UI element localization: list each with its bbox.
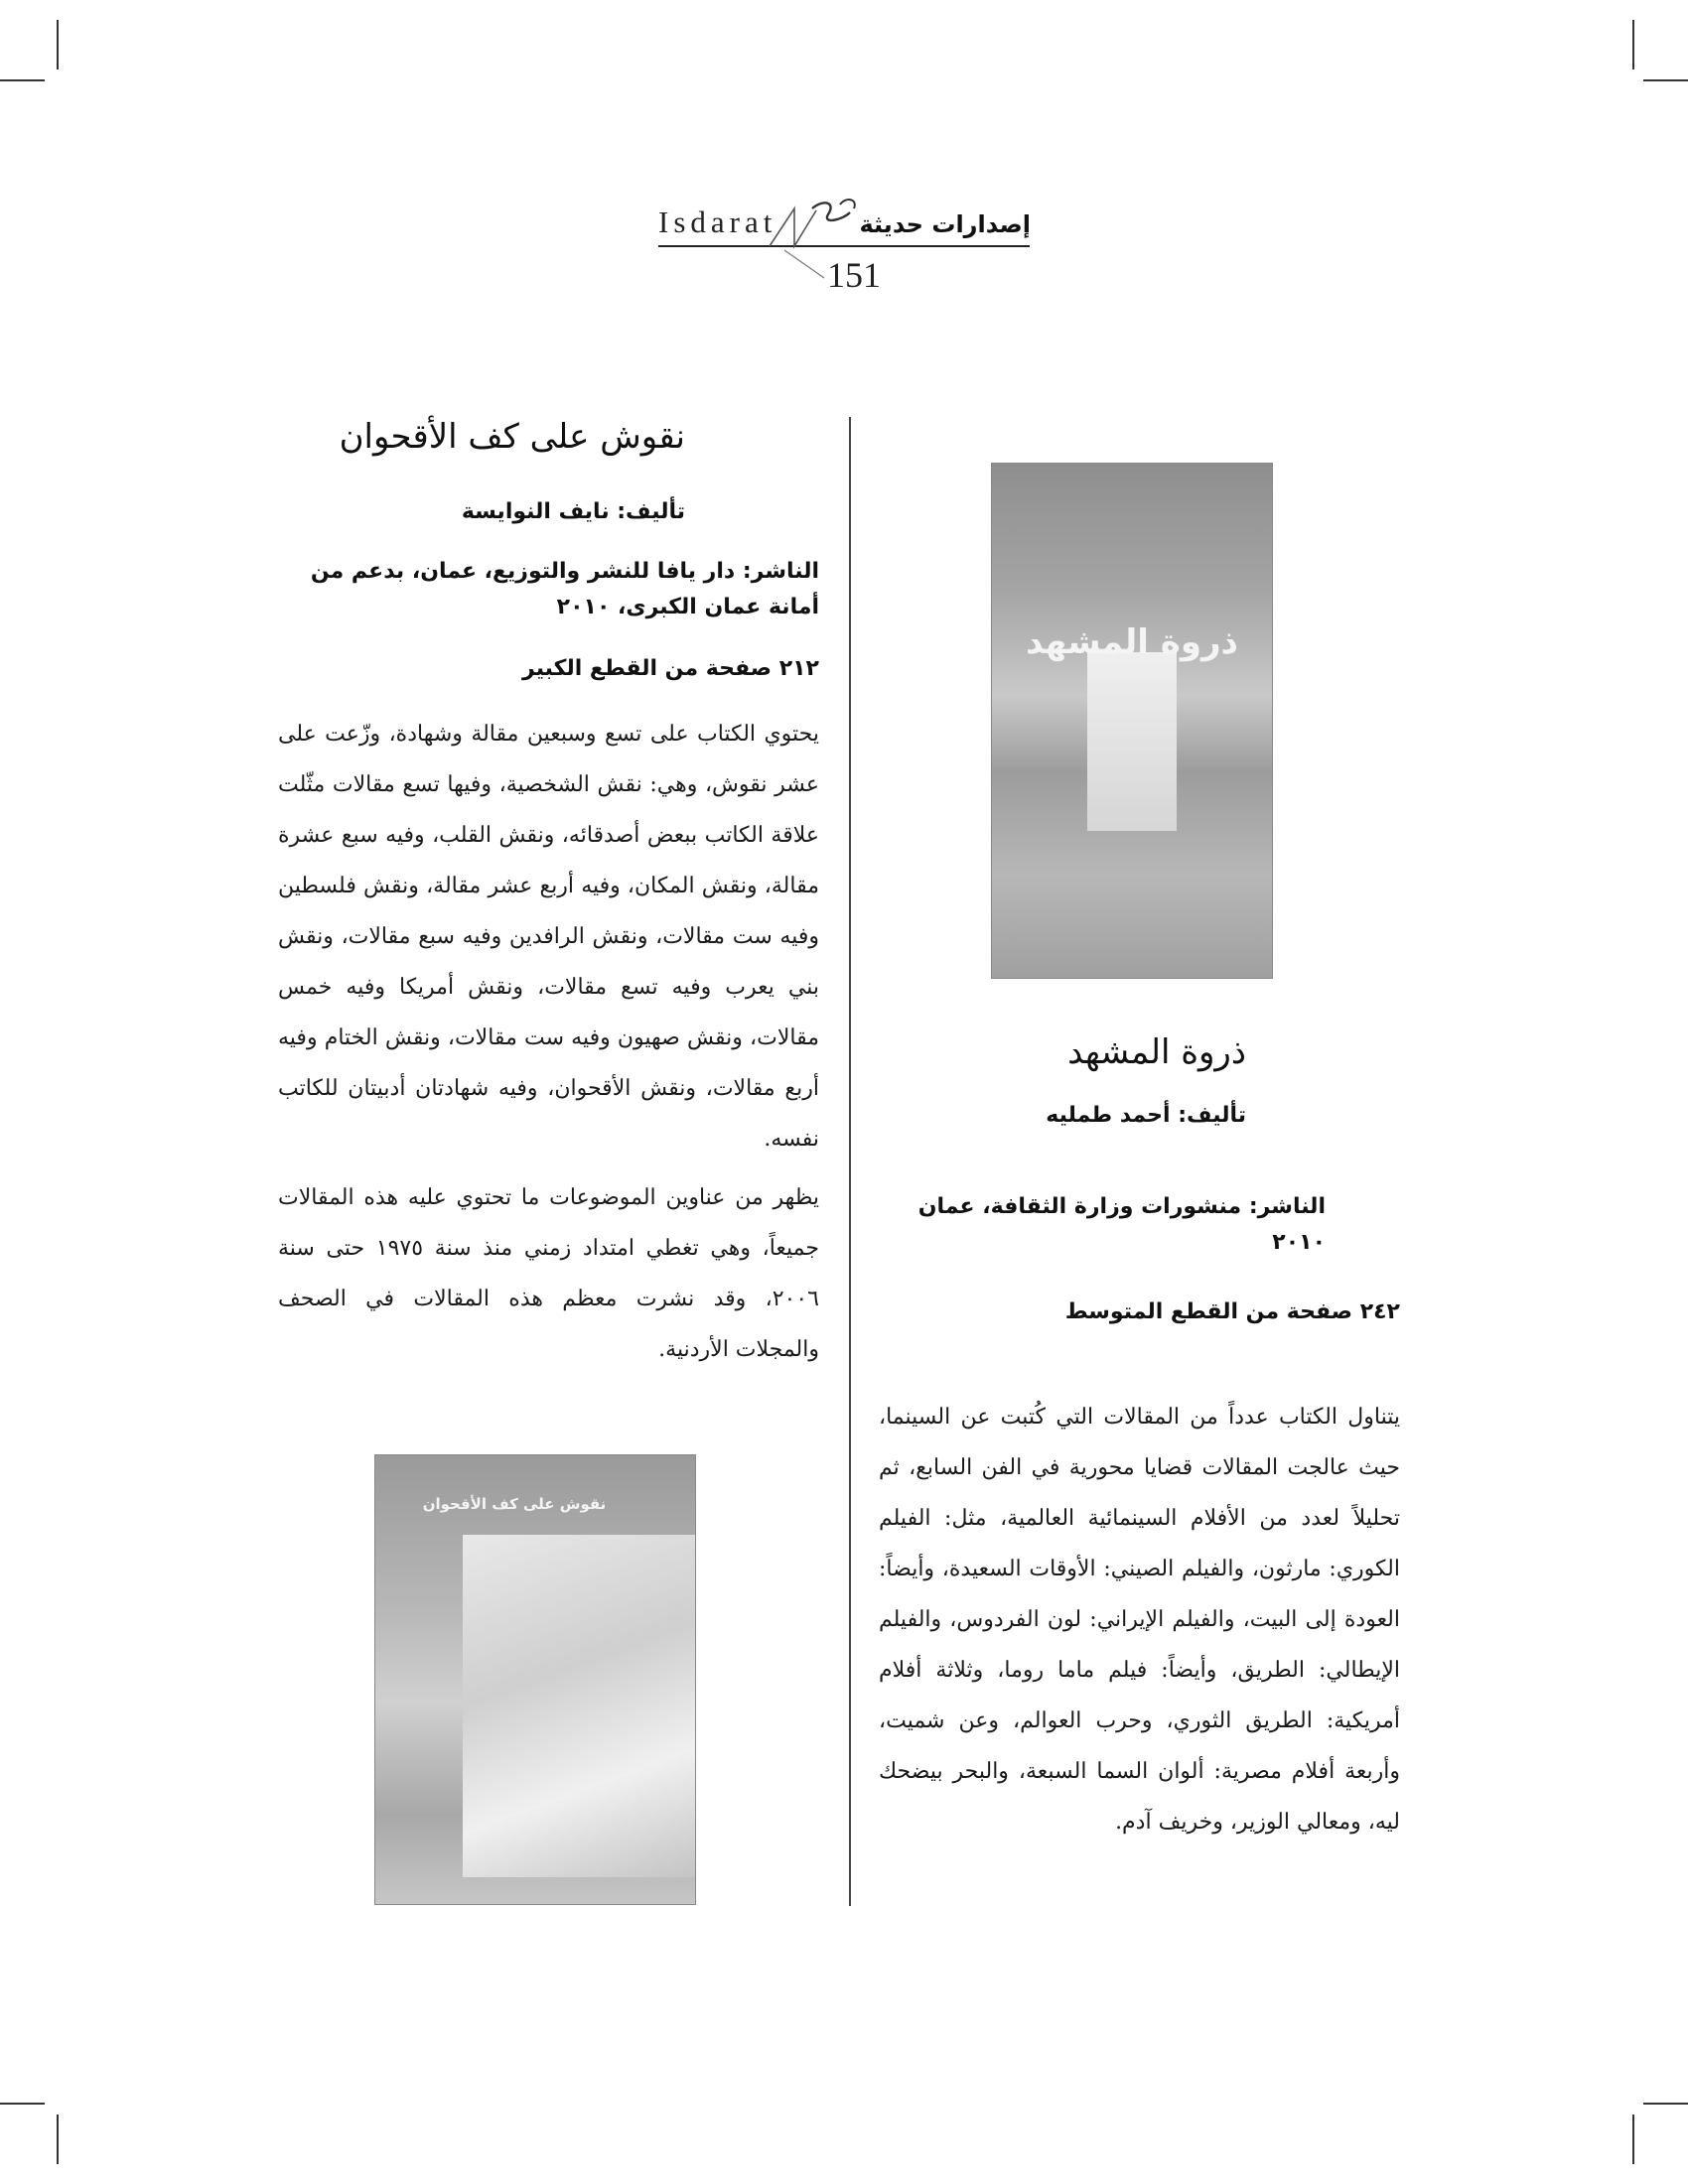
book-paragraph: يظهر من عناوين الموضوعات ما تحتوي عليه هذه المقالات جميعاً، وهي تغطي امتداد زمني منذ سنة ١٩٧٥ حتى سنة ٢٠٠٦، وقد نشرت معظم هذه المقالات في الصحف والمجلات الأردنية. [278, 1185, 819, 1362]
book-paragraph: يحتوي الكتاب على تسع وسبعين مقالة وشهادة، وزّعت على عشر نقوش، وهي: نقش الشخصية، وفيها تسع مقالات مثّلت علاقة الكاتب ببعض أصدقائه، ونقش القلب، وفيه سبع عشرة مقالة، ونقش المكان، وفيه أربع عشر مقالة، ونقش فلسطين وفيه ست مقالات، ونقش الرافدين وفيه سبع مقالات، ونقش بني يعرب وفيه تسع مقالات، ونقش أمريكا وفيه خمس مقالات، ونقش صهيون وفيه ست مقالات، ونقش الختام وفيه أربع مقالات، ونقش الأقحوان، وفيه شهادتان أدبيتان للكاتب نفسه. [278, 722, 819, 1152]
book-publisher: الناشر: منشورات وزارة الثقافة، عمان ٢٠١٠ [917, 1194, 1326, 1255]
book-review-left [278, 417, 819, 1375]
cover-inner-panel [463, 1535, 695, 1877]
book-author: تأليف: نايف النوايسة [461, 499, 685, 524]
column-divider [849, 417, 851, 1906]
book-paragraph: يتناول الكتاب عدداً من المقالات التي كُتبت عن السينما، حيث عالجت المقالات قضايا محورية في الفن السابع، ثم تحليلاً لعدد من الأفلام السينمائية العالمية، مثل: الفيلم الكوري: مارثون، والفيلم الصيني: الأوقات السعيدة، وأيضاً: العودة إلى البيت، والفيلم الإيراني: لون الفردوس، والفيلم الإيطالي: الطريق، وأيضاً: فيلم ماما روما، وثلاثة أفلام أمريكية: الطريق الثوري، وحرب العوالم، وعن شميت، وأربعة أفلام مصرية: ألوان السما السبعة، والبحر بيضحك ليه، ومعالي الوزير، وخريف آدم. [879, 1405, 1400, 1835]
crop-mark [0, 79, 45, 81]
crop-mark [0, 2103, 45, 2105]
cover-title: ذروة المشهد [1026, 622, 1238, 662]
book-title: ذروة المشهد [1067, 1032, 1246, 1072]
book-title: نقوش على كف الأقحوان [339, 417, 685, 457]
page-number: 151 [827, 255, 881, 295]
crop-mark [57, 20, 59, 69]
crop-mark [1632, 20, 1634, 69]
crop-mark [1643, 79, 1688, 81]
book-cover-image [374, 1454, 696, 1905]
book-publisher: الناشر: دار يافا للنشر والتوزيع، عمان، بدعم من أمانة عمان الكبرى، ٢٠١٠ [310, 559, 819, 619]
crop-mark [1643, 2103, 1688, 2105]
book-review-right [879, 1032, 1400, 1847]
book-author: تأليف: أحمد طمليه [1046, 1103, 1246, 1128]
crop-mark [57, 2115, 59, 2164]
book-cover-image [991, 463, 1273, 979]
book-pages: ٢١٢ صفحة من القطع الكبير [522, 656, 819, 681]
section-label-latin: Isdarat [658, 205, 777, 239]
book-pages: ٢٤٢ صفحة من القطع المتوسط [1064, 1299, 1400, 1324]
cover-title: نقوش على كف الأقحوان [422, 1495, 607, 1513]
cover-inner-panel [1087, 652, 1177, 831]
section-label-arabic: إصدارات حديثة [859, 210, 1031, 238]
crop-mark [1632, 2115, 1634, 2164]
